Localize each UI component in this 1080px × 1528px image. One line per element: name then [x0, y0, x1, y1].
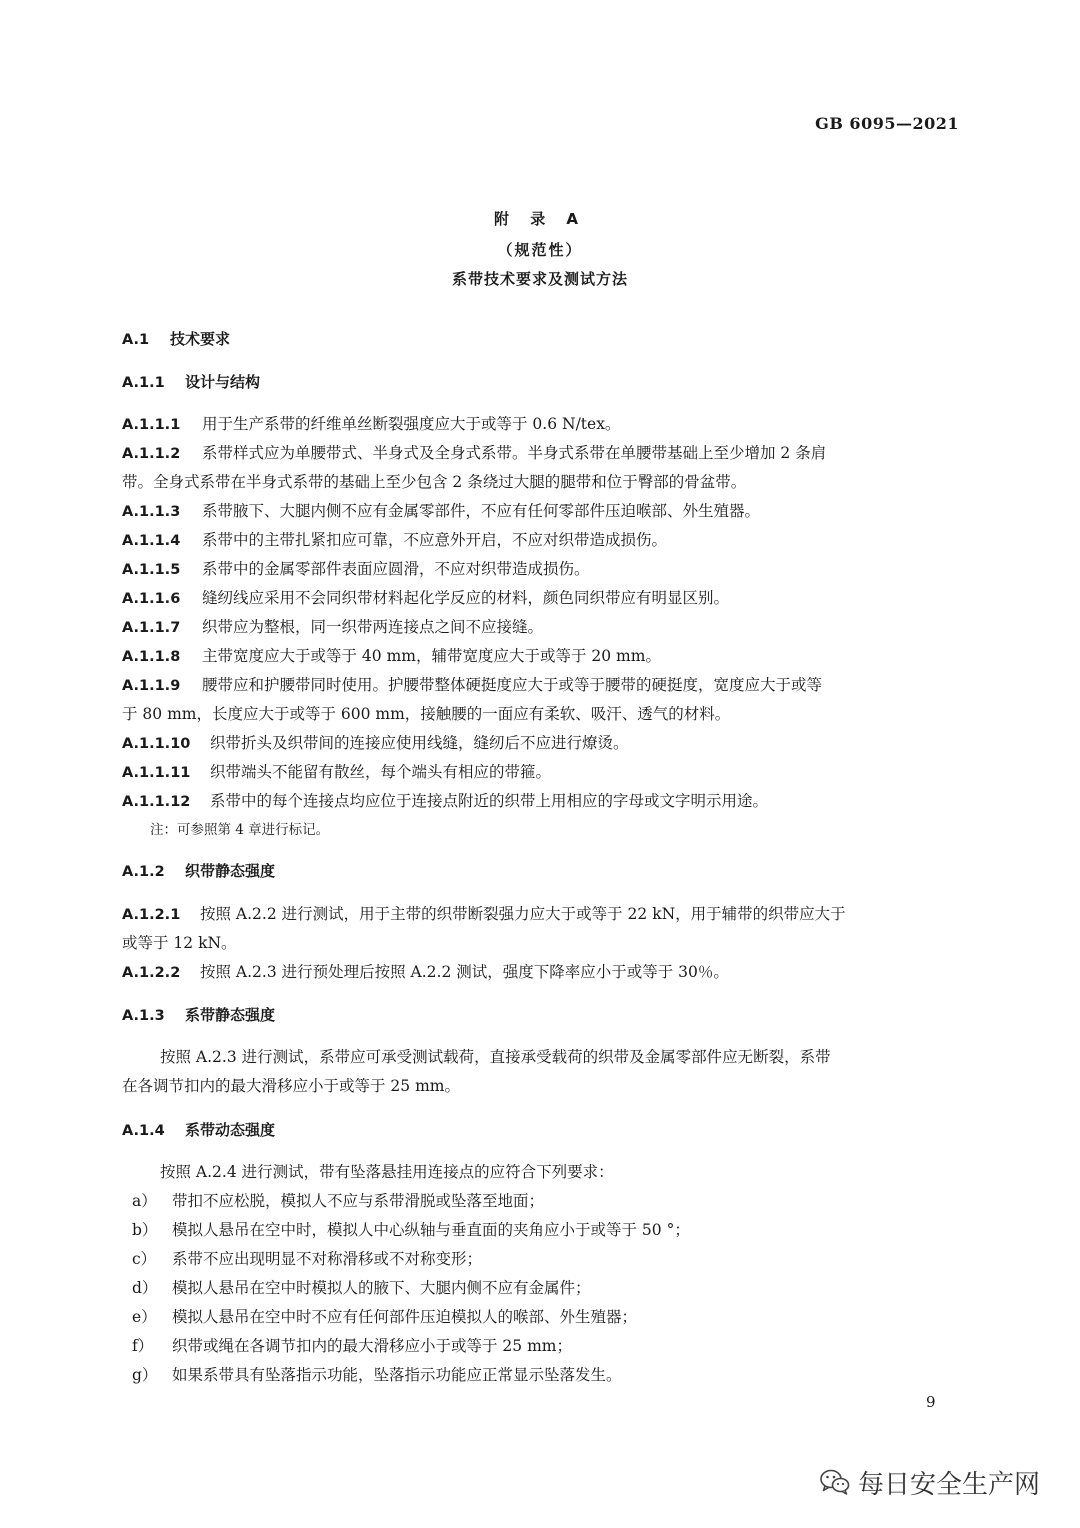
clause-a121-line2: 或等于 12 kN。: [122, 934, 237, 952]
section-heading-a11: A.1.1 设计与结构: [122, 373, 261, 391]
section-heading-a1: A.1 技术要求: [122, 330, 231, 348]
clause-a112-line2: 带。全身式系带在半身式系带的基础上至少包含 2 条绕过大腿的腿带和位于臀部的骨盆带。: [122, 473, 747, 491]
appendix-title: 系带技术要求及测试方法: [451, 270, 628, 288]
appendix-type: （规范性）: [497, 241, 583, 259]
clause-a1112: A.1.1.12 系带中的每个连接点均应位于连接点附近的织带上用相应的字母或文字明示用途。: [122, 792, 769, 810]
clause-a1110: A.1.1.10 织带折头及织带间的连接应使用线缝，缝纫后不应进行燎烫。: [122, 734, 629, 752]
clause-a113: A.1.1.3 系带腋下、大腿内侧不应有金属零部件，不应有任何零部件压迫喉部、外生殖器。: [122, 502, 761, 520]
a14-intro: 按照 A.2.4 进行测试，带有坠落悬挂用连接点的应符合下列要求：: [160, 1163, 614, 1181]
watermark-text: 每日安全生产网: [858, 1469, 1041, 1500]
clause-a112-line1: A.1.1.2 系带样式应为单腰带式、半身式及全身式系带。半身式系带在单腰带基础上至少增加 2 条肩: [122, 444, 827, 462]
clause-a1111: A.1.1.11 织带端头不能留有散丝，每个端头有相应的带箍。: [122, 763, 552, 781]
clause-a114: A.1.1.4 系带中的主带扎紧扣应可靠，不应意外开启，不应对织带造成损伤。: [122, 531, 668, 549]
appendix-label: 附 录 A: [493, 210, 587, 228]
watermark: [820, 1460, 1040, 1504]
section-heading-a14: A.1.4 系带动态强度: [122, 1121, 276, 1139]
clause-a116: A.1.1.6 缝纫线应采用不会同织带材料起化学反应的材料，颜色同织带应有明显区别。: [122, 589, 730, 607]
note: 注：可参照第 4 章进行标记。: [150, 822, 330, 838]
list-item: b） 模拟人悬吊在空中时，模拟人中心纵轴与垂直面的夹角应小于或等于 50 °；: [132, 1221, 690, 1239]
list-item: c） 系带不应出现明显不对称滑移或不对称变形；: [132, 1250, 483, 1268]
clause-a119-line2: 于 80 mm，长度应大于或等于 600 mm，接触腰的一面应有柔软、吸汗、透气的材料。: [122, 705, 731, 723]
clause-a122: A.1.2.2 按照 A.2.3 进行预处理后按照 A.2.2 测试，强度下降率应小于或等于 30％。: [122, 963, 729, 981]
clause-a117: A.1.1.7 织带应为整根，同一织带两连接点之间不应接缝。: [122, 618, 544, 636]
list-item: d） 模拟人悬吊在空中时模拟人的腋下、大腿内侧不应有金属件；: [132, 1279, 591, 1297]
wechat-icon: [820, 1469, 850, 1495]
clause-a121-line1: A.1.2.1 按照 A.2.2 进行测试，用于主带的织带断裂强力应大于或等于 22 kN，用于辅带的织带应大于: [122, 905, 846, 923]
a13-paragraph-line1: 按照 A.2.3 进行测试，系带应可承受测试载荷，直接承受载荷的织带及金属零部件应无断裂，系带: [160, 1048, 831, 1066]
clause-a111: A.1.1.1 用于生产系带的纤维单丝断裂强度应大于或等于 0.6 N/tex。: [122, 415, 621, 433]
clause-a118: A.1.1.8 主带宽度应大于或等于 40 mm，辅带宽度应大于或等于 20 mm。: [122, 647, 661, 665]
clause-a115: A.1.1.5 系带中的金属零部件表面应圆滑，不应对织带造成损伤。: [122, 560, 590, 578]
list-item: a） 带扣不应松脱，模拟人不应与系带滑脱或坠落至地面；: [132, 1192, 545, 1210]
section-heading-a12: A.1.2 织带静态强度: [122, 862, 276, 880]
list-item: e） 模拟人悬吊在空中时不应有任何部件压迫模拟人的喉部、外生殖器；: [132, 1308, 638, 1326]
page-number: 9: [926, 1393, 936, 1411]
standard-code: GB 6095—2021: [815, 114, 959, 133]
list-item: g） 如果系带具有坠落指示功能，坠落指示功能应正常显示坠落发生。: [132, 1366, 622, 1384]
clause-a119-line1: A.1.1.9 腰带应和护腰带同时使用。护腰带整体硬挺度应大于或等于腰带的硬挺度，宽度应大于或等: [122, 676, 823, 694]
a13-paragraph-line2: 在各调节扣内的最大滑移应小于或等于 25 mm。: [122, 1077, 460, 1095]
section-heading-a13: A.1.3 系带静态强度: [122, 1006, 276, 1024]
list-item: f） 织带或绳在各调节扣内的最大滑移应小于或等于 25 mm；: [132, 1337, 572, 1355]
